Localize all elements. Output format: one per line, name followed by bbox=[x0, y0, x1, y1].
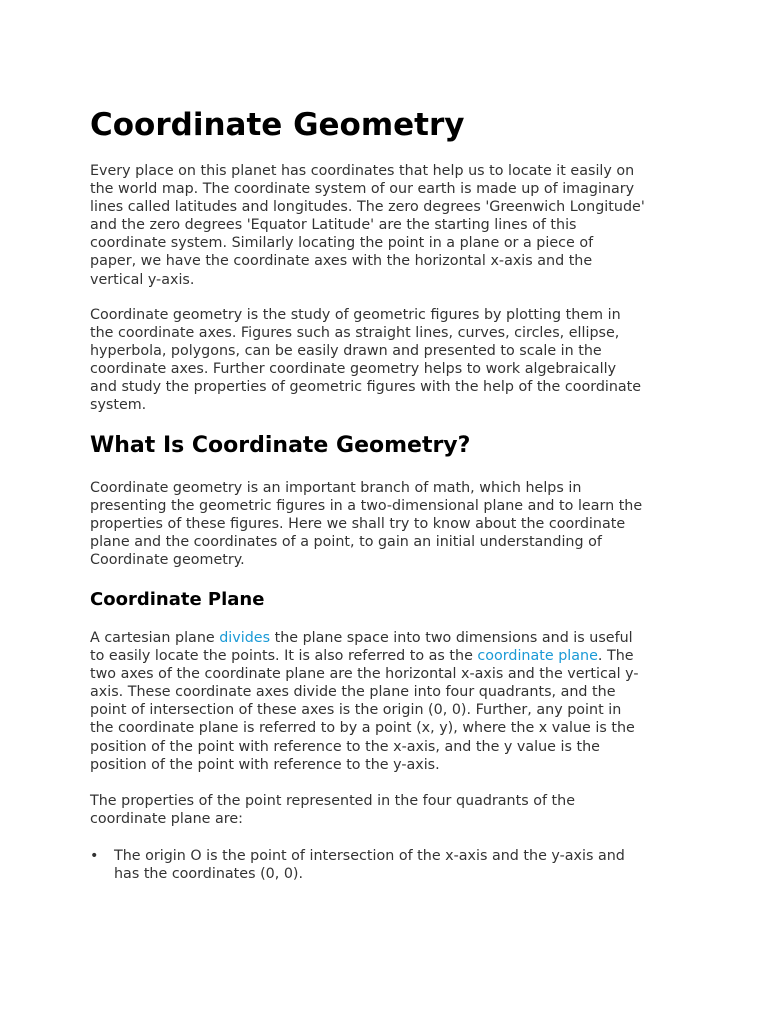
text-line: hyperbola, polygons, can be easily drawn and presented to scale in the bbox=[90, 343, 602, 360]
text-line: presenting the geometric figures in a two-dimensional plane and to learn the bbox=[90, 498, 643, 515]
page-title: Coordinate Geometry bbox=[90, 107, 465, 143]
quadrant-properties-list bbox=[90, 847, 680, 883]
text-line: and study the properties of geometric figures with the help of the coordinate bbox=[90, 379, 642, 396]
divides-link[interactable]: divides bbox=[219, 630, 271, 646]
coordinate-plane-paragraph bbox=[90, 629, 680, 774]
text-fragment: the plane space into two dimensions and is useful bbox=[270, 630, 633, 646]
text-line: plane and the coordinates of a point, to gain an initial understanding of bbox=[90, 534, 602, 551]
text-line: position of the point with reference to the y-axis. bbox=[90, 756, 440, 773]
text-line: position of the point with reference to the x-axis, and the y value is the bbox=[90, 738, 600, 755]
what-is-paragraph bbox=[90, 479, 680, 569]
text-line: system. bbox=[90, 397, 147, 414]
text-line: coordinate plane are: bbox=[90, 811, 243, 828]
text-line: vertical y-axis. bbox=[90, 271, 195, 288]
text-line: The origin O is the point of intersection of the x-axis and the y-axis and bbox=[114, 848, 625, 864]
bullet-marker: • bbox=[90, 848, 99, 864]
text-fragment: to easily locate the points. It is also referred to as the bbox=[90, 648, 478, 665]
text-line: and the zero degrees 'Equator Latitude' are the starting lines of this bbox=[90, 217, 577, 234]
text-line bbox=[90, 647, 680, 665]
text-line: Every place on this planet has coordinates that help us to locate it easily on bbox=[90, 163, 635, 179]
section-heading-coordinate-plane: Coordinate Plane bbox=[90, 589, 265, 610]
coordinate-plane-link[interactable]: coordinate plane bbox=[477, 648, 598, 665]
text-fragment: . The bbox=[597, 648, 634, 665]
text-line: point of intersection of these axes is the origin (0, 0). Further, any point in bbox=[90, 702, 622, 719]
text-line: axis. These coordinate axes divide the plane into four quadrants, and the bbox=[90, 684, 616, 701]
intro-paragraph-2 bbox=[90, 306, 680, 415]
text-line: the world map. The coordinate system of our earth is made up of imaginary bbox=[90, 181, 635, 198]
quadrant-properties-intro bbox=[90, 792, 680, 828]
text-line: the coordinate axes. Figures such as straight lines, curves, circles, ellipse, bbox=[90, 325, 620, 342]
text-line: coordinate axes. Further coordinate geometry helps to work algebraically bbox=[90, 361, 617, 378]
text-line: paper, we have the coordinate axes with the horizontal x-axis and the bbox=[90, 253, 593, 270]
text-line: two axes of the coordinate plane are the horizontal x-axis and the vertical y- bbox=[90, 666, 639, 683]
text-line: has the coordinates (0, 0). bbox=[114, 866, 304, 883]
text-line: Coordinate geometry. bbox=[90, 552, 245, 569]
text-line: properties of these figures. Here we shall try to know about the coordinate bbox=[90, 516, 626, 533]
text-fragment: A cartesian plane bbox=[90, 630, 220, 646]
text-line: the coordinate plane is referred to by a point (x, y), where the x value is the bbox=[90, 720, 635, 737]
list-item bbox=[90, 847, 680, 883]
text-line: Coordinate geometry is an important branch of math, which helps in bbox=[90, 480, 582, 496]
text-line: lines called latitudes and longitudes. The zero degrees 'Greenwich Longitude' bbox=[90, 199, 645, 216]
text-line bbox=[90, 629, 680, 647]
text-line: coordinate system. Similarly locating the point in a plane or a piece of bbox=[90, 235, 594, 252]
text-line: The properties of the point represented in the four quadrants of the bbox=[90, 793, 576, 809]
intro-paragraph-1 bbox=[90, 162, 680, 289]
text-line: Coordinate geometry is the study of geometric figures by plotting them in bbox=[90, 307, 621, 323]
section-heading-what-is: What Is Coordinate Geometry? bbox=[90, 433, 471, 458]
